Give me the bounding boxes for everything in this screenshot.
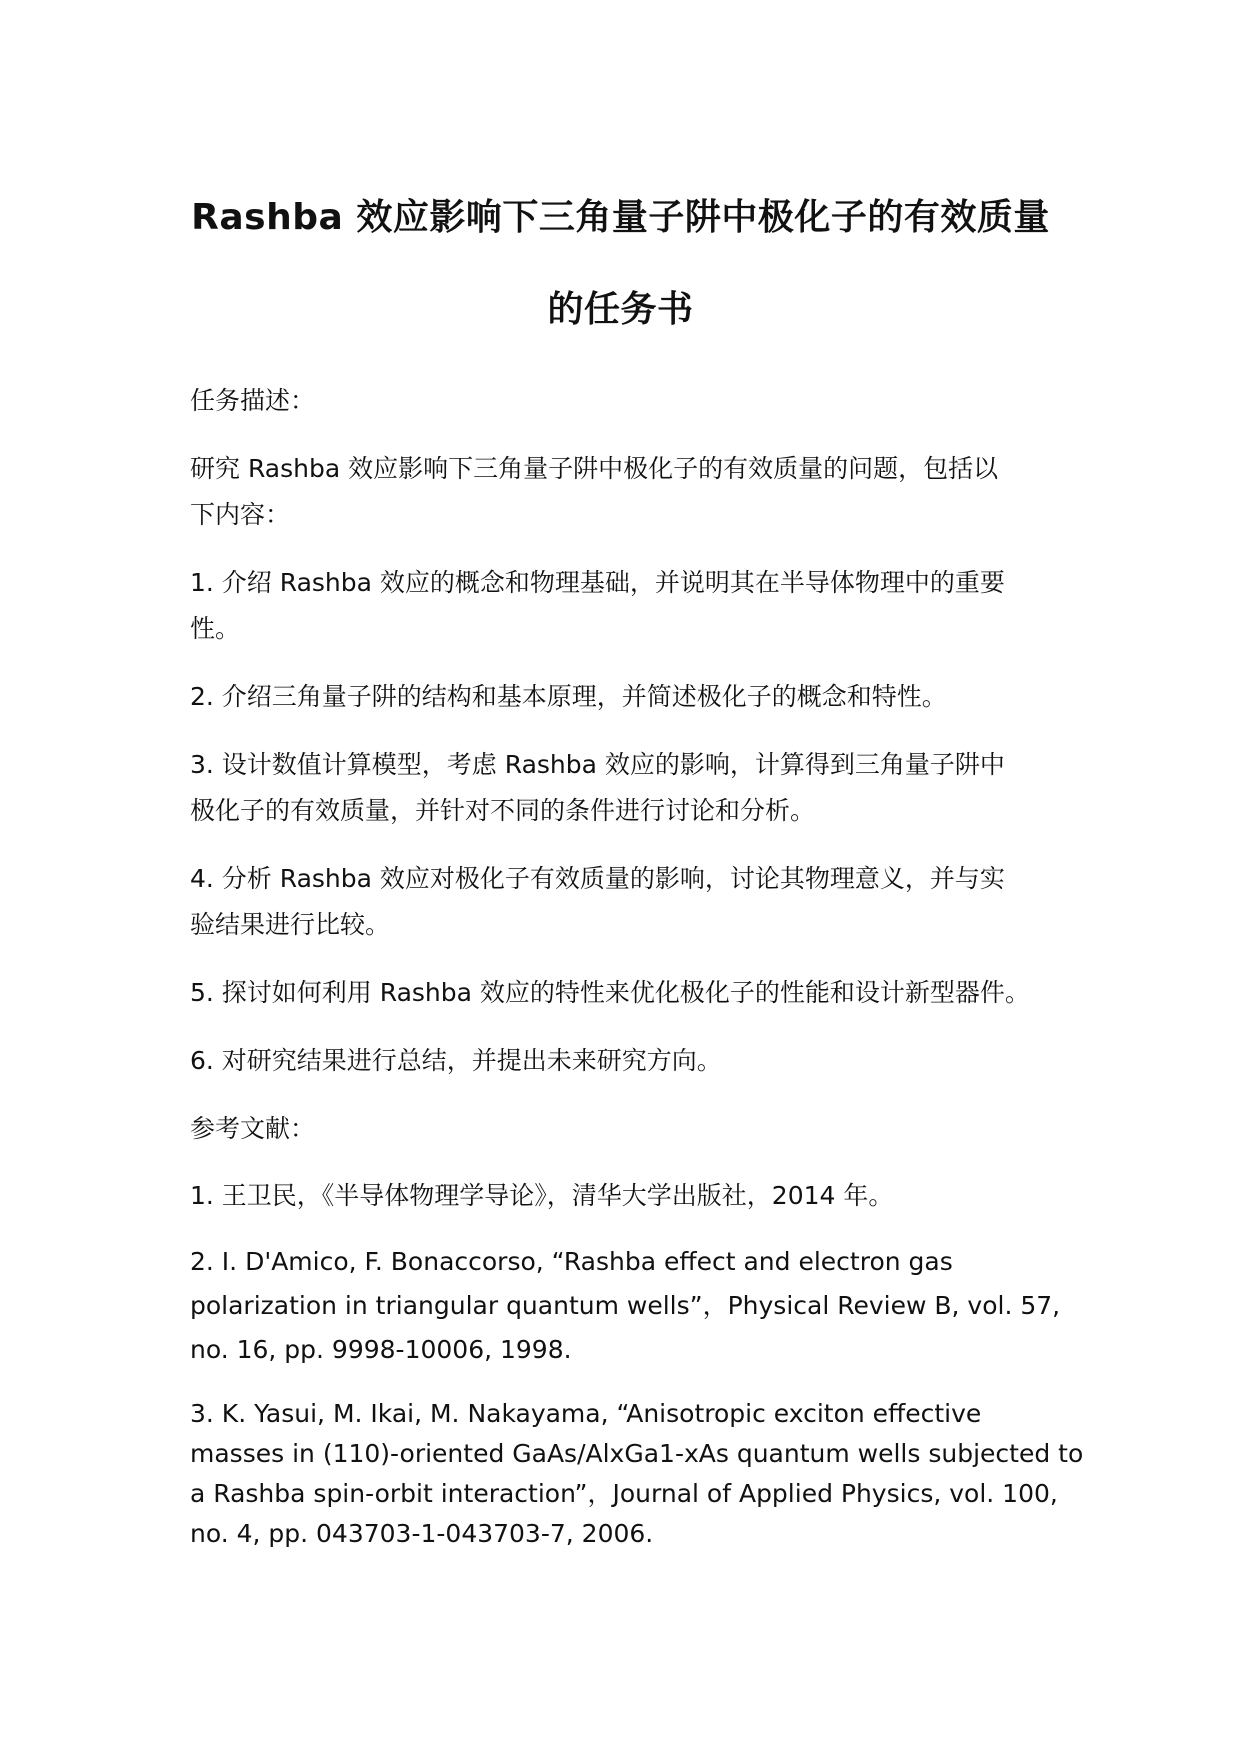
text-line: 6. 对研究结果进行总结，并提出未来研究方向。 <box>190 1046 722 1075</box>
text-line: 性。 <box>190 614 241 643</box>
text-line: 5. 探讨如何利用 Rashba 效应的特性来优化极化子的性能和设计新型器件。 <box>190 978 1030 1007</box>
task-item <box>190 970 1080 1016</box>
text-line: 验结果进行比较。 <box>190 910 391 939</box>
text-line: a Rashba spin-orbit interaction”，Journal of Applied Physics, vol. 100, <box>190 1479 1058 1508</box>
title-line: 的任务书 <box>547 289 694 330</box>
text-line: 4. 分析 Rashba 效应对极化子有效质量的影响，讨论其物理意义，并与实 <box>190 864 1005 893</box>
title-line: Rashba 效应影响下三角量子阱中极化子的有效质量 <box>191 197 1050 238</box>
text-line: 下内容： <box>190 500 291 529</box>
text-line: 1. 介绍 Rashba 效应的概念和物理基础，并说明其在半导体物理中的重要 <box>190 568 1005 597</box>
text-line: 3. K. Yasui, M. Ikai, M. Nakayama, “Anisotropic exciton effective <box>190 1399 982 1428</box>
references-heading: 参考文献： <box>190 1114 316 1143</box>
task-heading: 任务描述： <box>190 386 316 415</box>
intro-paragraph <box>190 446 1080 538</box>
text-line: 2. 介绍三角量子阱的结构和基本原理，并简述极化子的概念和特性。 <box>190 682 947 711</box>
text-line: 3. 设计数值计算模型，考虑 Rashba 效应的影响，计算得到三角量子阱中 <box>190 750 1005 779</box>
task-item <box>190 674 1080 720</box>
text-line: 研究 Rashba 效应影响下三角量子阱中极化子的有效质量的问题，包括以 <box>190 454 999 483</box>
task-item <box>190 856 1080 948</box>
text-line: masses in (110)-oriented GaAs/AlxGa1-xAs quantum wells subjected to <box>190 1439 1084 1468</box>
text-line: no. 16, pp. 9998-10006, 1998. <box>190 1335 572 1364</box>
task-item <box>190 560 1080 652</box>
reference-item <box>190 1240 1080 1372</box>
document-body <box>190 378 1084 1576</box>
text-line: no. 4, pp. 043703-1-043703-7, 2006. <box>190 1519 654 1548</box>
task-item <box>190 1038 1080 1084</box>
text-line: 1. 王卫民，《半导体物理学导论》，清华大学出版社，2014 年。 <box>190 1181 894 1210</box>
reference-item <box>190 1394 1084 1554</box>
document-title <box>150 172 1091 356</box>
text-line: 2. I. D'Amico, F. Bonaccorso, “Rashba effect and electron gas <box>190 1247 953 1276</box>
task-item <box>190 742 1080 834</box>
text-line: 极化子的有效质量，并针对不同的条件进行讨论和分析。 <box>190 796 816 825</box>
text-line: polarization in triangular quantum wells”，Physical Review B, vol. 57, <box>190 1291 1061 1320</box>
reference-item <box>190 1174 1080 1218</box>
